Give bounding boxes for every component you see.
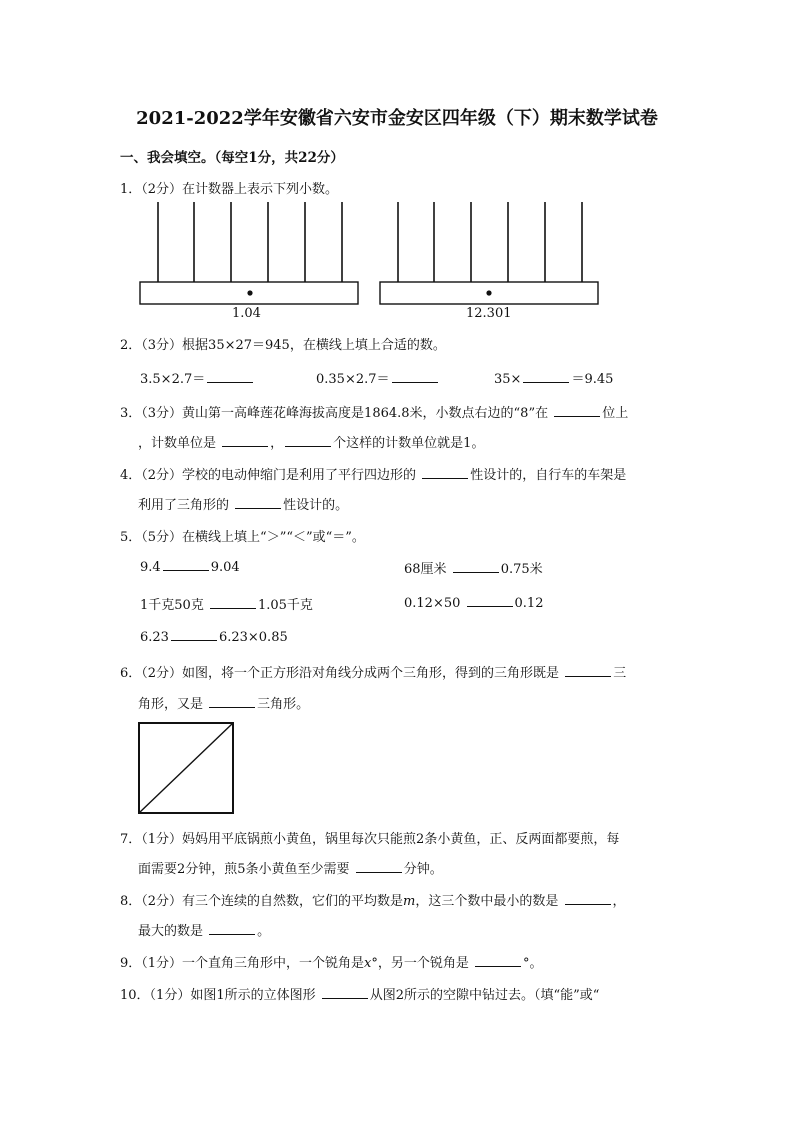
abacus-figure-2 [378,202,600,322]
question-9: 9．（1分）一个直角三角形中，一个锐角是x°，另一个锐角是 °。 [120,956,543,971]
answer-blank[interactable] [207,370,253,383]
square-diagonal-figure [138,722,234,814]
q2-item-3: 35× ＝9.45 [494,372,614,387]
q2-item-2: 0.35×2.7＝ [316,368,440,387]
question-8-line-2: 最大的数是 。 [138,924,271,939]
answer-blank[interactable] [210,596,256,609]
answer-blank[interactable] [392,370,438,383]
answer-blank[interactable] [209,922,255,935]
page-title: 2021-2022学年安徽省六安市金安区四年级（下）期末数学试卷 [136,108,658,129]
answer-blank[interactable] [475,954,521,967]
answer-blank[interactable] [523,370,569,383]
answer-blank[interactable] [467,594,513,607]
question-4-line-1: 4．（2分）学校的电动伸缩门是利用了平行四边形的 性设计的，自行车的车架是 [120,468,627,483]
answer-blank[interactable] [565,664,611,677]
answer-blank[interactable] [235,496,281,509]
question-6-line-2: 角形，又是 三角形。 [138,697,310,712]
question-5: 5．（5分）在横线上填上“＞”“＜”或“＝”。 [120,530,365,545]
question-8-line-1: 8．（2分）有三个连续的自然数，它们的平均数是m，这三个数中最小的数是 ， [120,894,626,909]
abacus-label-2: 12.301 [466,306,512,321]
q5-compare-5: 6.23 6.23×0.85 [140,630,288,645]
question-6-line-1: 6．（2分）如图，将一个正方形沿对角线分成两个三角形，得到的三角形既是 三 [120,666,627,681]
answer-blank[interactable] [422,466,468,479]
question-4-line-2: 利用了三角形的 性设计的。 [138,498,349,513]
q5-compare-4: 0.12×50 0.12 [404,596,544,611]
answer-blank[interactable] [356,860,402,873]
abacus-figure-1 [138,202,360,322]
section-heading: 一、我会填空。（每空1分，共22分） [120,150,344,166]
q5-compare-1: 9.4 9.04 [140,560,240,575]
q5-compare-2: 68厘米 0.75米 [404,562,543,577]
answer-blank[interactable] [171,628,217,641]
answer-blank[interactable] [554,404,600,417]
question-10: 10．（1分）如图1所示的立体图形 从图2所示的空隙中钻过去。（填“能”或“ [120,988,600,1003]
q2-item-1: 3.5×2.7＝ [140,368,255,387]
question-3-line-2: ，计数单位是 ， 个这样的计数单位就是1。 [138,436,485,451]
answer-blank[interactable] [285,434,331,447]
answer-blank[interactable] [322,986,368,999]
answer-blank[interactable] [222,434,268,447]
question-2: 2．（3分）根据35×27＝945，在横线上填上合适的数。 [120,338,446,353]
q5-compare-3: 1千克50克 1.05千克 [140,598,313,613]
answer-blank[interactable] [453,560,499,573]
answer-blank[interactable] [565,892,611,905]
question-7-line-1: 7．（1分）妈妈用平底锅煎小黄鱼，锅里每次只能煎2条小黄鱼，正、反两面都要煎，每 [120,832,620,847]
abacus-label-1: 1.04 [232,306,261,321]
answer-blank[interactable] [163,558,209,571]
answer-blank[interactable] [209,695,255,708]
question-3-line-1: 3．（3分）黄山第一高峰莲花峰海拔高度是1864.8米，小数点右边的“8”在 位上 [120,406,629,421]
question-7-line-2: 面需要2分钟，煎5条小黄鱼至少需要 分钟。 [138,862,443,877]
question-1: 1．（2分）在计数器上表示下列小数。 [120,182,339,197]
